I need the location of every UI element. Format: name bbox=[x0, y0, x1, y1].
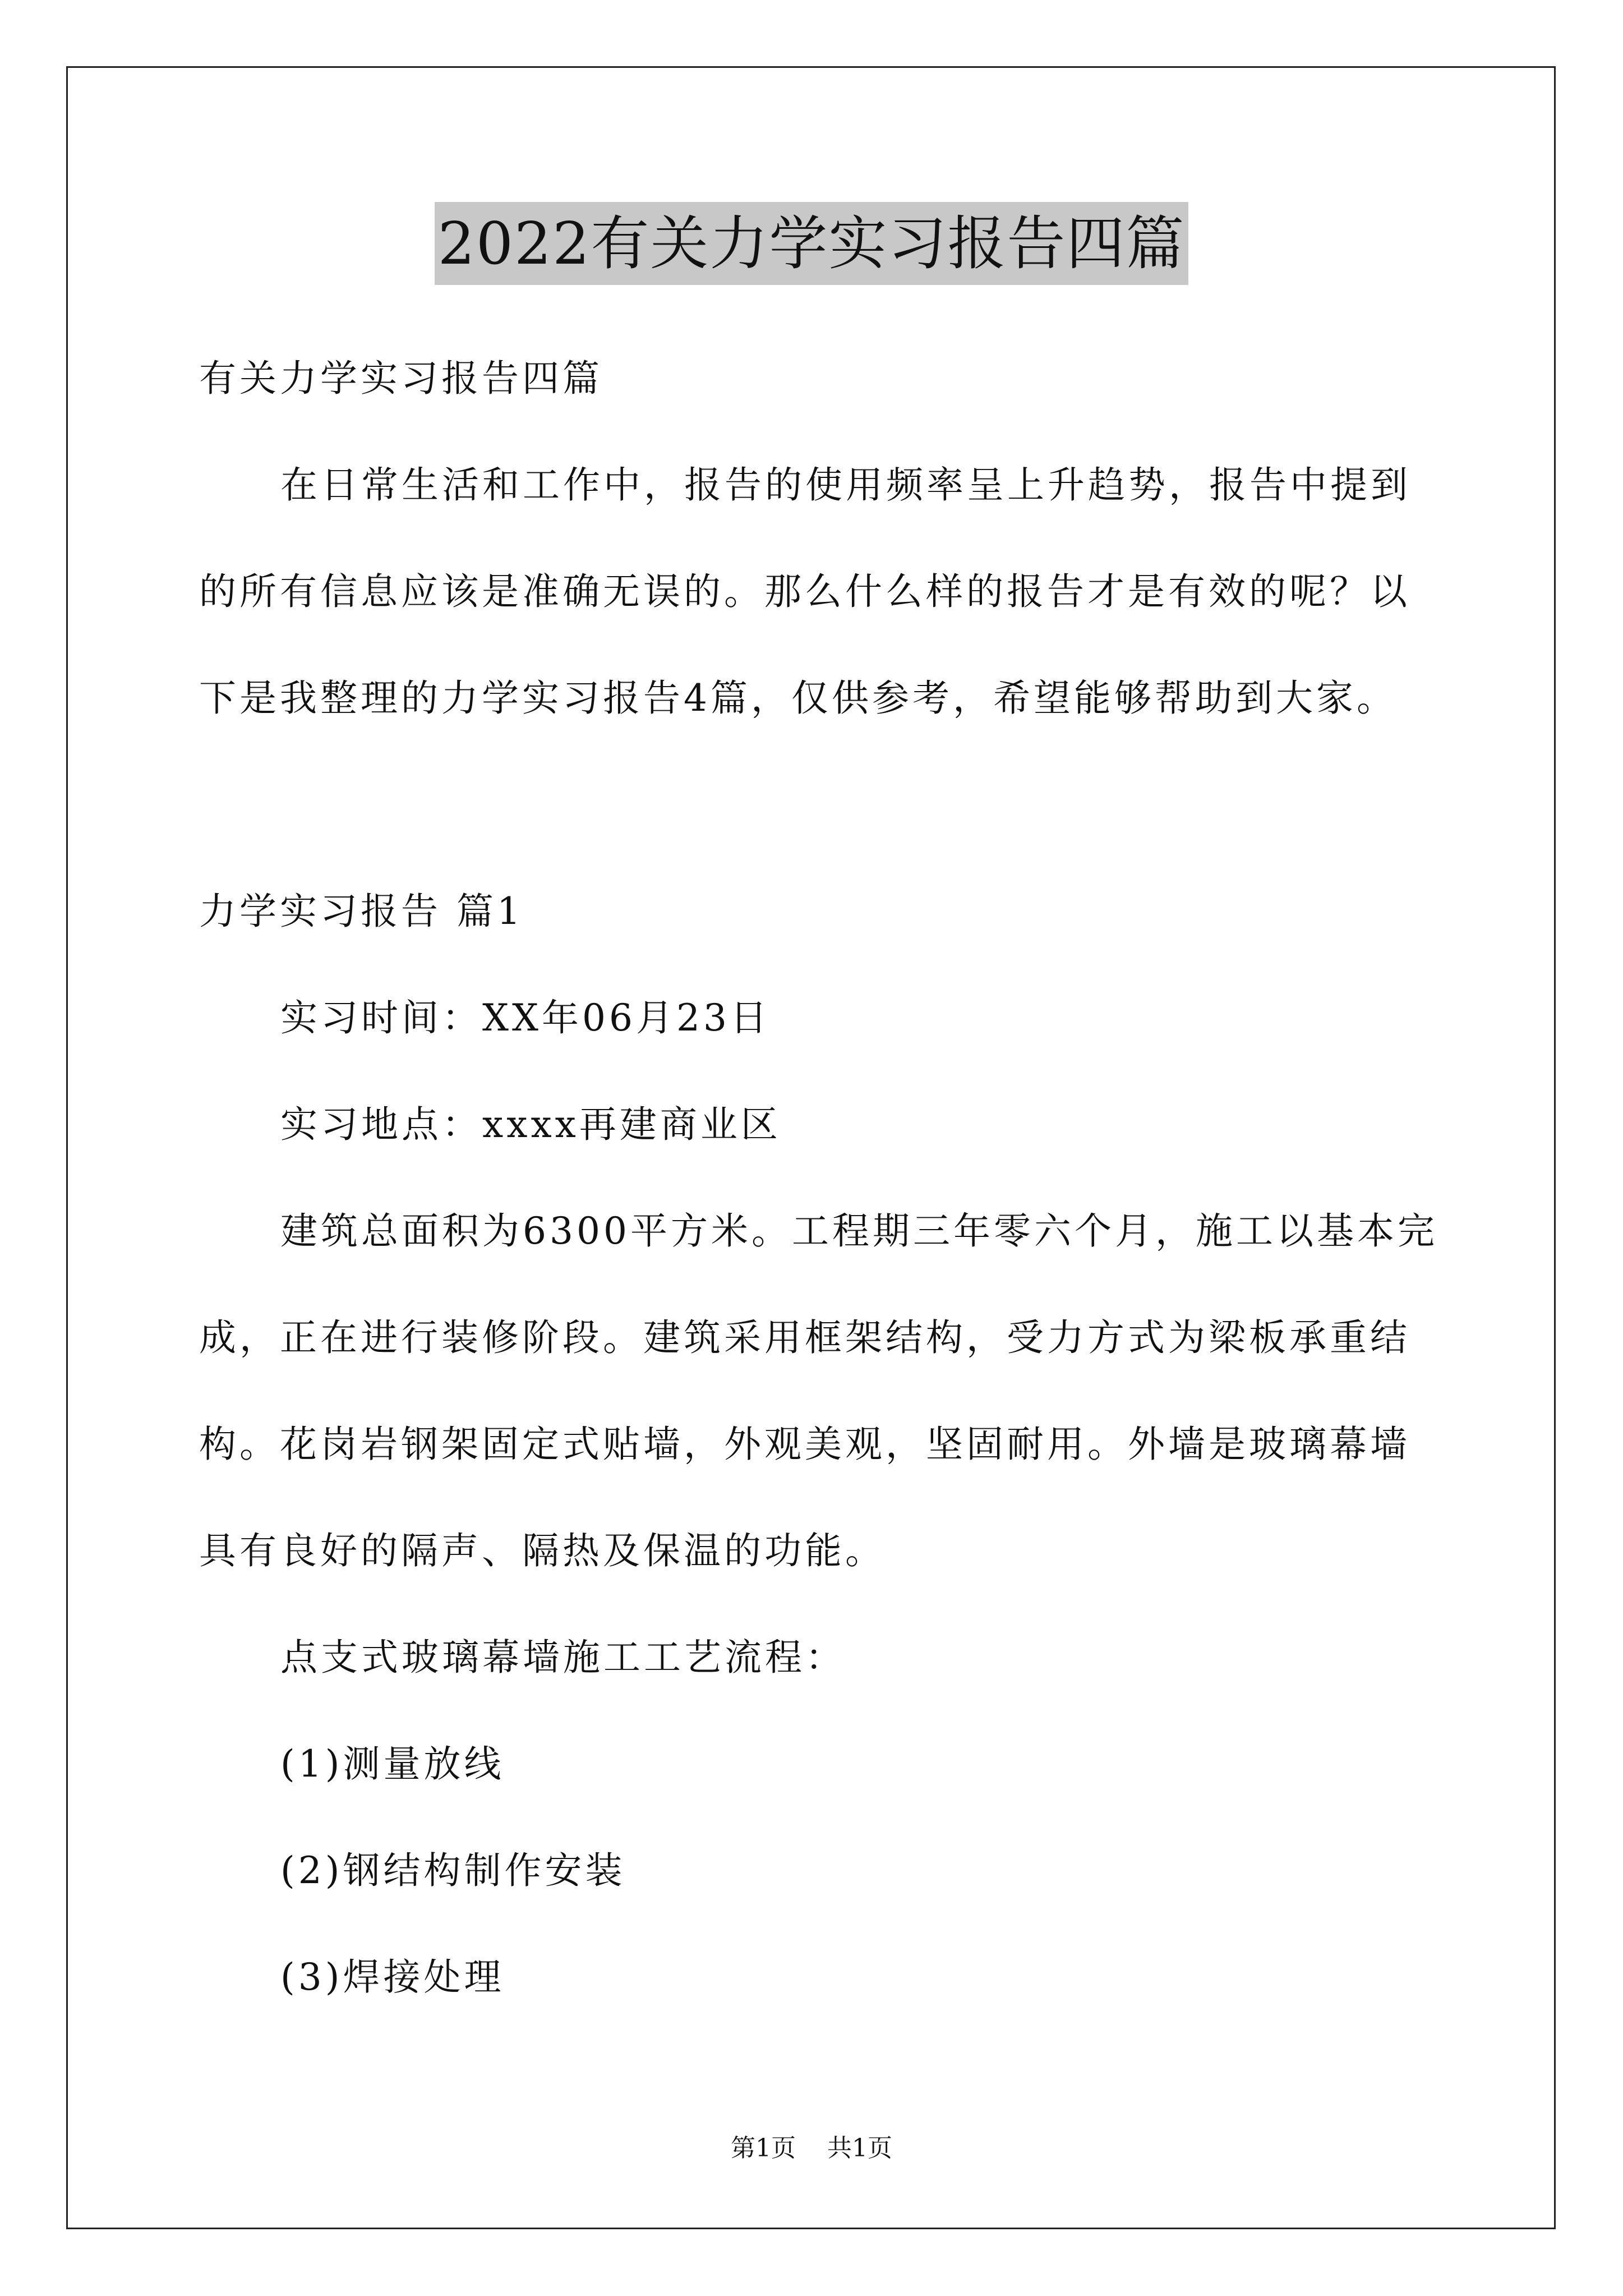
page-footer bbox=[0, 2132, 1623, 2165]
process-step-1: (1)测量放线 bbox=[280, 1742, 505, 1786]
footer-page-number: 第1页 bbox=[731, 2134, 796, 2162]
internship-location: 实习地点：xxxx再建商业区 bbox=[280, 1103, 781, 1146]
intro-line-3: 下是我整理的力学实习报告4篇，仅供参考，希望能够帮助到大家。 bbox=[199, 677, 1397, 720]
document-title: 2022有关力学实习报告四篇 bbox=[435, 202, 1189, 285]
process-step-2: (2)钢结构制作安装 bbox=[280, 1849, 626, 1892]
process-step-3: (3)焊接处理 bbox=[280, 1955, 505, 1999]
intro-line-2: 的所有信息应该是准确无误的。那么什么样的报告才是有效的呢？以 bbox=[199, 570, 1410, 613]
process-heading: 点支式玻璃幕墙施工工艺流程： bbox=[280, 1636, 846, 1679]
intro-line-1: 在日常生活和工作中，报告的使用频率呈上升趋势，报告中提到 bbox=[280, 463, 1411, 507]
footer-total-pages: 共1页 bbox=[827, 2134, 892, 2162]
section-heading: 力学实习报告 篇1 bbox=[199, 890, 524, 933]
description-line-4: 具有良好的隔声、隔热及保温的功能。 bbox=[199, 1529, 886, 1572]
description-line-3: 构。花岗岩钢架固定式贴墙，外观美观，坚固耐用。外墙是玻璃幕墙 bbox=[199, 1423, 1410, 1466]
title-container bbox=[0, 202, 1623, 285]
document-subtitle: 有关力学实习报告四篇 bbox=[199, 357, 603, 400]
internship-time: 实习时间：XX年06月23日 bbox=[280, 996, 771, 1039]
description-line-2: 成，正在进行装修阶段。建筑采用框架结构，受力方式为梁板承重结 bbox=[199, 1316, 1410, 1359]
description-line-1: 建筑总面积为6300平方米。工程期三年零六个月，施工以基本完 bbox=[280, 1209, 1438, 1253]
